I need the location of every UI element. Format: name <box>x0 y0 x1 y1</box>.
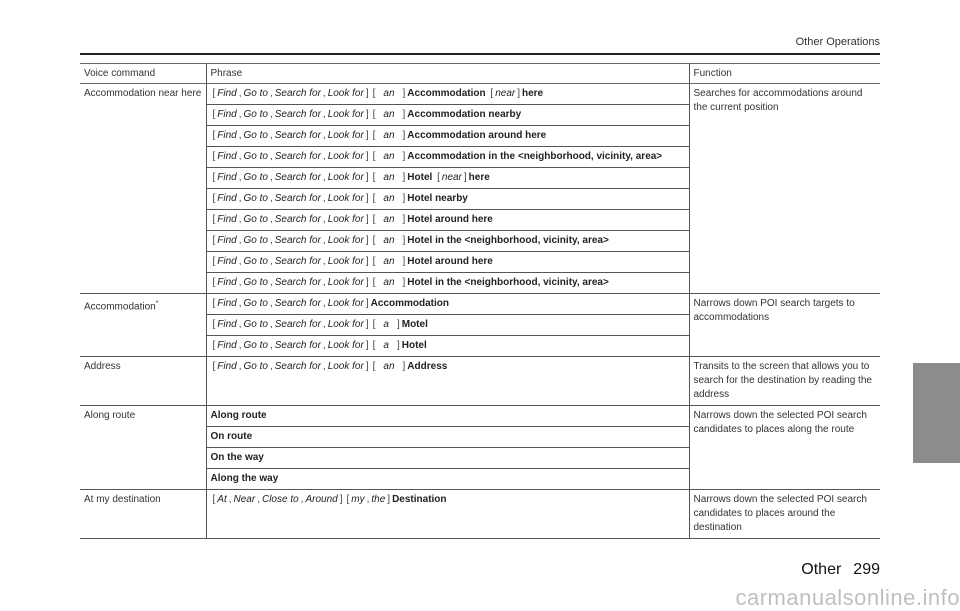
phrase-cell <box>206 357 689 406</box>
separator: , <box>238 256 242 267</box>
voice-command-table <box>80 63 880 539</box>
bracket-open: [ <box>212 319 216 330</box>
phrase-option: Search for <box>274 88 321 99</box>
phrase-article: a <box>383 340 389 351</box>
phrase-option: Look for <box>327 361 364 372</box>
bracket-close: ] <box>402 109 406 120</box>
separator: , <box>257 494 260 505</box>
phrase-cell <box>206 252 689 273</box>
separator: , <box>238 340 242 351</box>
phrase-option: Go to <box>243 277 268 288</box>
phrase-option: Look for <box>327 193 364 204</box>
phrase-option: Search for <box>274 277 321 288</box>
col-header-phrase: Phrase <box>206 64 689 84</box>
separator: , <box>238 361 242 372</box>
phrase-cell <box>206 126 689 147</box>
bracket-close: ] <box>387 494 391 505</box>
phrase-keyword: Hotel <box>407 172 433 183</box>
phrase-article: an <box>383 109 395 120</box>
bracket-close: ] <box>365 172 369 183</box>
bracket-open: [ <box>372 214 376 225</box>
bracket-close: ] <box>365 340 369 351</box>
voice-command-cell <box>80 357 206 406</box>
bracket-close: ] <box>402 361 406 372</box>
phrase-keyword: Hotel nearby <box>407 193 468 204</box>
separator: , <box>238 193 242 204</box>
phrase-option: Find <box>217 130 237 141</box>
bracket-close: ] <box>402 172 406 183</box>
voice-command-cell <box>80 406 206 490</box>
phrase-article: an <box>383 277 395 288</box>
phrase-option: Look for <box>327 235 364 246</box>
phrase-cell <box>206 490 689 539</box>
phrase-option: Go to <box>243 340 268 351</box>
separator: , <box>322 235 326 246</box>
bracket-open: [ <box>212 256 216 267</box>
phrase-option: Search for <box>274 214 321 225</box>
phrase-option: Find <box>217 319 237 330</box>
phrase-option: my <box>351 494 365 505</box>
separator: , <box>238 235 242 246</box>
separator: , <box>322 256 326 267</box>
phrase-cell <box>206 336 689 357</box>
phrase-option: Search for <box>274 361 321 372</box>
separator: , <box>366 494 370 505</box>
bracket-close: ] <box>365 235 369 246</box>
phrase-option: Find <box>217 172 237 183</box>
bracket-close: ] <box>402 151 406 162</box>
bracket-open: [ <box>212 235 216 246</box>
bracket-close: ] <box>365 277 369 288</box>
bracket-close: ] <box>339 494 343 505</box>
bracket-open: [ <box>212 277 216 288</box>
separator: , <box>238 298 242 309</box>
separator: , <box>238 151 242 162</box>
bracket-open: [ <box>212 130 216 141</box>
phrase-option: Look for <box>327 214 364 225</box>
bracket-open: [ <box>372 277 376 288</box>
phrase-cell <box>206 84 689 105</box>
phrase-keyword: Address <box>407 361 448 372</box>
phrase-option: Go to <box>243 361 268 372</box>
bracket-open: [ <box>372 172 376 183</box>
bracket-close: ] <box>402 277 406 288</box>
header-divider <box>80 53 880 55</box>
phrase-option: Find <box>217 214 237 225</box>
separator: , <box>238 109 242 120</box>
phrase-option: Find <box>217 109 237 120</box>
phrase-option: Find <box>217 361 237 372</box>
phrase-keyword: Destination <box>392 494 447 505</box>
phrase-option: Go to <box>243 193 268 204</box>
phrase-option: Search for <box>274 319 321 330</box>
table-row <box>80 406 880 427</box>
phrase-option: Find <box>217 340 237 351</box>
phrase-option: Search for <box>274 298 321 309</box>
phrase-article: an <box>383 235 395 246</box>
separator: , <box>269 340 273 351</box>
bracket-open: [ <box>346 494 350 505</box>
bracket-close: ] <box>365 361 369 372</box>
phrase-cell <box>206 406 689 427</box>
phrase-keyword: Hotel around here <box>407 256 493 267</box>
col-header-voice-command: Voice command <box>80 64 206 84</box>
phrase-option: Go to <box>243 214 268 225</box>
bracket-close: ] <box>365 256 369 267</box>
chapter-name: Other <box>801 561 842 578</box>
phrase-keyword: On route <box>210 431 253 442</box>
phrase-keyword: Accommodation <box>407 88 486 99</box>
separator: , <box>269 235 273 246</box>
bracket-close: ] <box>365 298 369 309</box>
bracket-open: [ <box>372 88 376 99</box>
phrase-option: Find <box>217 193 237 204</box>
bracket-open: [ <box>212 340 216 351</box>
phrase-option: Go to <box>243 151 268 162</box>
phrase-option: Search for <box>274 193 321 204</box>
phrase-option: Go to <box>243 319 268 330</box>
voice-command-text: At my destination <box>84 494 161 505</box>
phrase-keyword: Accommodation in the <neighborhood, vicinity, area> <box>407 151 663 162</box>
separator: , <box>238 319 242 330</box>
footnote-mark: * <box>155 300 159 307</box>
bracket-open: [ <box>212 172 216 183</box>
phrase-keyword: Motel <box>401 319 428 330</box>
phrase-option: Look for <box>327 277 364 288</box>
phrase-option: Find <box>217 88 237 99</box>
phrase-option: At <box>217 494 227 505</box>
separator: , <box>322 214 326 225</box>
separator: , <box>269 298 273 309</box>
phrase-article: an <box>383 172 395 183</box>
phrase-suffix: here <box>522 88 544 99</box>
bracket-close: ] <box>402 235 406 246</box>
table-header-row <box>80 64 880 84</box>
voice-command-cell <box>80 490 206 539</box>
separator: , <box>322 151 326 162</box>
phrase-option: the <box>371 494 386 505</box>
phrase-option: Look for <box>327 172 364 183</box>
phrase-option: Go to <box>243 172 268 183</box>
separator: , <box>269 193 273 204</box>
phrase-option: Search for <box>274 109 321 120</box>
separator: , <box>322 277 326 288</box>
phrase-keyword: Hotel in the <neighborhood, vicinity, area> <box>407 277 609 288</box>
phrase-cell <box>206 189 689 210</box>
voice-command-cell <box>80 294 206 357</box>
watermark: carmanualsonline.info <box>735 585 960 610</box>
phrase-cell <box>206 168 689 189</box>
voice-command-text: Accommodation near here <box>84 88 202 99</box>
phrase-option: Find <box>217 298 237 309</box>
bracket-open: [ <box>212 151 216 162</box>
separator: , <box>269 319 273 330</box>
separator: , <box>269 361 273 372</box>
phrase-optional: near <box>441 172 462 183</box>
phrase-keyword: On the way <box>210 452 264 463</box>
separator: , <box>238 130 242 141</box>
function-cell: Narrows down the selected POI search candidates to places along the route <box>689 406 880 490</box>
phrase-option: Look for <box>327 151 364 162</box>
phrase-article: an <box>383 193 395 204</box>
phrase-keyword: Accommodation around here <box>407 130 547 141</box>
bracket-close: ] <box>365 214 369 225</box>
separator: , <box>269 109 273 120</box>
phrase-cell <box>206 469 689 490</box>
phrase-option: Close to <box>261 494 299 505</box>
phrase-cell <box>206 448 689 469</box>
bracket-open: [ <box>212 494 216 505</box>
voice-command-cell <box>80 84 206 294</box>
separator: , <box>269 214 273 225</box>
bracket-open: [ <box>212 193 216 204</box>
phrase-option: Search for <box>274 340 321 351</box>
separator: , <box>269 172 273 183</box>
bracket-open: [ <box>372 235 376 246</box>
phrase-cell <box>206 273 689 294</box>
function-cell: Narrows down the selected POI search candidates to places around the destination <box>689 490 880 539</box>
phrase-article: an <box>383 361 395 372</box>
phrase-option: Go to <box>243 109 268 120</box>
bracket-open: [ <box>372 256 376 267</box>
separator: , <box>269 256 273 267</box>
bracket-open: [ <box>372 319 376 330</box>
table-row <box>80 84 880 105</box>
separator: , <box>322 109 326 120</box>
bracket-close: ] <box>365 151 369 162</box>
phrase-option: Search for <box>274 256 321 267</box>
bracket-close: ] <box>396 319 400 330</box>
separator: , <box>322 88 326 99</box>
separator: , <box>322 193 326 204</box>
bracket-close: ] <box>396 340 400 351</box>
table-row <box>80 357 880 406</box>
separator: , <box>322 130 326 141</box>
phrase-option: Go to <box>243 235 268 246</box>
section-title: Other Operations <box>795 36 880 48</box>
phrase-option: Search for <box>274 151 321 162</box>
bracket-close: ] <box>517 88 520 99</box>
phrase-article: an <box>383 214 395 225</box>
phrase-option: Look for <box>327 298 364 309</box>
bracket-close: ] <box>365 109 369 120</box>
separator: , <box>300 494 304 505</box>
separator: , <box>322 172 326 183</box>
separator: , <box>238 88 242 99</box>
bracket-close: ] <box>402 256 406 267</box>
phrase-cell <box>206 427 689 448</box>
function-cell: Searches for accommodations around the current position <box>689 84 880 294</box>
phrase-option: Look for <box>327 256 364 267</box>
phrase-keyword: Along route <box>210 410 267 421</box>
separator: , <box>322 361 326 372</box>
phrase-option: Near <box>233 494 256 505</box>
phrase-option: Find <box>217 256 237 267</box>
phrase-option: Find <box>217 277 237 288</box>
separator: , <box>322 298 326 309</box>
bracket-open: [ <box>212 109 216 120</box>
phrase-option: Look for <box>327 319 364 330</box>
bracket-close: ] <box>365 130 369 141</box>
phrase-option: Go to <box>243 88 268 99</box>
phrase-cell <box>206 294 689 315</box>
bracket-close: ] <box>365 88 369 99</box>
phrase-option: Go to <box>243 298 268 309</box>
phrase-keyword: Hotel around here <box>407 214 493 225</box>
phrase-option: Look for <box>327 130 364 141</box>
bracket-open: [ <box>372 361 376 372</box>
phrase-article: an <box>383 256 395 267</box>
bracket-open: [ <box>434 172 440 183</box>
bracket-close: ] <box>402 193 406 204</box>
separator: , <box>322 340 326 351</box>
bracket-close: ] <box>365 319 369 330</box>
bracket-open: [ <box>372 151 376 162</box>
phrase-cell <box>206 210 689 231</box>
table-row <box>80 490 880 539</box>
phrase-article: a <box>383 319 389 330</box>
bracket-close: ] <box>402 130 406 141</box>
phrase-keyword: Hotel <box>401 340 427 351</box>
phrase-keyword: Accommodation <box>370 298 449 309</box>
bracket-open: [ <box>212 361 216 372</box>
bracket-open: [ <box>212 214 216 225</box>
phrase-article: an <box>383 88 395 99</box>
col-header-function: Function <box>689 64 880 84</box>
phrase-option: Go to <box>243 130 268 141</box>
separator: , <box>322 319 326 330</box>
separator: , <box>269 130 273 141</box>
bracket-close: ] <box>365 193 369 204</box>
bracket-open: [ <box>212 88 216 99</box>
page-footer <box>801 561 880 579</box>
phrase-cell <box>206 105 689 126</box>
phrase-option: Find <box>217 151 237 162</box>
bracket-close: ] <box>463 172 467 183</box>
function-cell: Transits to the screen that allows you to search for the destination by reading the address <box>689 357 880 406</box>
separator: , <box>238 277 242 288</box>
bracket-open: [ <box>372 340 376 351</box>
bracket-open: [ <box>487 88 494 99</box>
phrase-option: Find <box>217 235 237 246</box>
phrase-option: Around <box>305 494 338 505</box>
bracket-close: ] <box>402 88 406 99</box>
phrase-option: Look for <box>327 88 364 99</box>
bracket-open: [ <box>212 298 216 309</box>
separator: , <box>269 151 273 162</box>
function-cell: Narrows down POI search targets to accommodations <box>689 294 880 357</box>
phrase-keyword: Along the way <box>210 473 279 484</box>
phrase-option: Go to <box>243 256 268 267</box>
phrase-cell <box>206 231 689 252</box>
voice-command-text: Along route <box>84 410 136 421</box>
page-number: 299 <box>853 561 880 578</box>
phrase-suffix: here <box>468 172 490 183</box>
phrase-optional: near <box>495 88 516 99</box>
phrase-cell <box>206 147 689 168</box>
phrase-keyword: Accommodation nearby <box>407 109 522 120</box>
phrase-cell <box>206 315 689 336</box>
bracket-open: [ <box>372 193 376 204</box>
phrase-option: Search for <box>274 172 321 183</box>
bracket-open: [ <box>372 109 376 120</box>
voice-command-text: Accommodation <box>84 301 156 313</box>
voice-command-text: Address <box>84 361 121 372</box>
bracket-open: [ <box>372 130 376 141</box>
phrase-keyword: Hotel in the <neighborhood, vicinity, area> <box>407 235 609 246</box>
phrase-option: Search for <box>274 130 321 141</box>
chapter-tab <box>913 363 960 463</box>
separator: , <box>269 88 273 99</box>
bracket-close: ] <box>402 214 406 225</box>
separator: , <box>238 214 242 225</box>
phrase-article: an <box>383 130 395 141</box>
separator: , <box>238 172 242 183</box>
phrase-option: Look for <box>327 340 364 351</box>
phrase-option: Look for <box>327 109 364 120</box>
phrase-option: Search for <box>274 235 321 246</box>
separator: , <box>228 494 232 505</box>
phrase-article: an <box>383 151 395 162</box>
separator: , <box>269 277 273 288</box>
table-row <box>80 294 880 315</box>
